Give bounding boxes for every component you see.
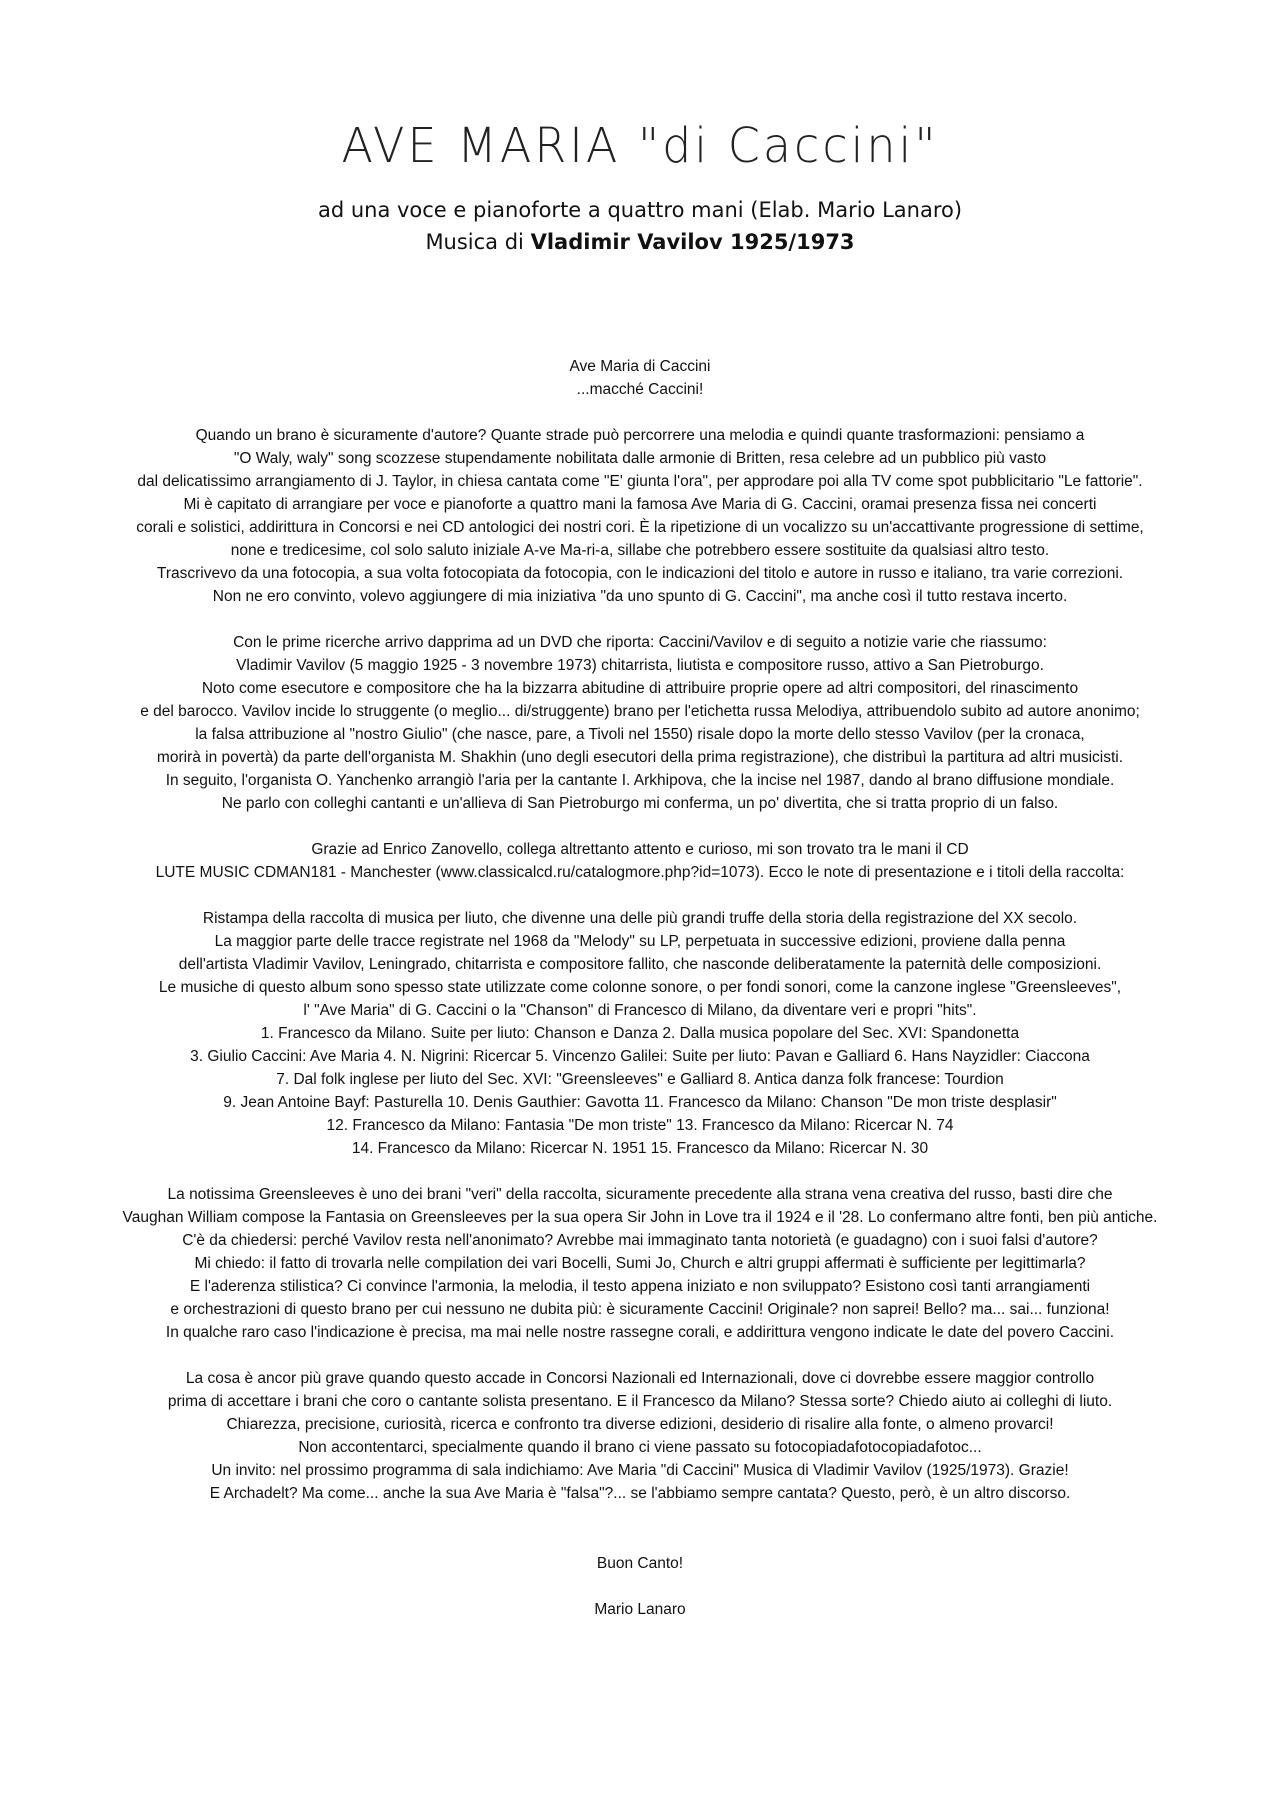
- text-line: Vaughan William compose la Fantasia on Greensleeves per la sua opera Sir John in Love tra il 1924 e il '28. Lo confermano altre fonti, ben più antiche.: [122, 1209, 1158, 1226]
- text-line: Mi è capitato di arrangiare per voce e pianoforte a quattro mani la famosa Ave Maria di G. Caccini, oramai presenza fissa nei concerti: [183, 496, 1097, 513]
- signature: Mario Lanaro: [594, 1601, 686, 1618]
- text-line: C'è da chiedersi: perché Vavilov resta nell'anonimato? Avrebbe mai immaginato tanta notorietà (e guadagno) con i suoi falsi d'autore?: [182, 1232, 1098, 1249]
- text-line: E l'aderenza stilistica? Ci convince l'armonia, la melodia, il testo appena iniziato e non sviluppato? Esistono così tanti arrangiamenti: [189, 1278, 1091, 1295]
- text-line: none e tredicesime, col solo saluto iniziale A-ve Ma-ri-a, sillabe che potrebbero essere sostituite da qualsiasi altro testo.: [230, 542, 1050, 559]
- text-line: prima di accettare i brani che coro o cantante solista presentano. E il Francesco da Milano? Stessa sorte? Chiedo aiuto ai colleghi di liuto.: [167, 1393, 1113, 1410]
- text-line: Noto come esecutore e compositore che ha la bizzarra abitudine di attribuire proprie opere ad altri compositori, del rinascimento: [201, 680, 1079, 697]
- text-line: e del barocco. Vavilov incide lo struggente (o meglio... di/struggente) brano per l'etichetta russa Melodiya, attribuendolo subito ad autore anonimo;: [140, 703, 1140, 720]
- text-line: Ristampa della raccolta di musica per liuto, che divenne una delle più grandi truffe della storia della registrazione del XX secolo.: [202, 910, 1078, 927]
- page-subtitle: ad una voce e pianoforte a quattro mani (Elab. Mario Lanaro): [317, 198, 963, 222]
- text-line: E Archadelt? Ma come... anche la sua Ave Maria è "falsa"?... se l'abbiamo sempre cantata? Questo, però, è un altro discorso.: [209, 1485, 1071, 1502]
- text-line: corali e solistici, addirittura in Concorsi e nei CD antologici dei nostri cori. È la ripetizione di un vocalizzo su un'accattivante progressione di settime,: [136, 519, 1144, 536]
- text-line: la falsa attribuzione al "nostro Giulio" (che nasce, pare, a Tivoli nel 1550) risale dopo la morte dello stesso Vavilov (per la cronaca,: [195, 726, 1085, 743]
- text-line: Grazie ad Enrico Zanovello, collega altrettanto attento e curioso, mi son trovato tra le mani il CD: [311, 841, 969, 858]
- text-line: e orchestrazioni di questo brano per cui nessuno ne dubita più: è sicuramente Caccini! Originale? non saprei! Bello? ma... sai... funziona!: [170, 1301, 1110, 1318]
- credit-prefix: Musica di: [425, 230, 524, 254]
- text-line: Ne parlo con colleghi cantanti e un'allieva di San Pietroburgo mi conferma, un po' divertita, che si tratta proprio di un falso.: [221, 795, 1059, 812]
- text-line: dal delicatissimo arrangiamento di J. Taylor, in chiesa cantata come "E' giunta l'ora", per approdare poi alla TV come spot pubblicitario "Le fattorie".: [137, 473, 1143, 490]
- intro-line: ...macché Caccini!: [576, 381, 704, 398]
- text-line: Non ne ero convinto, volevo aggiungere di mia iniziativa "da uno spunto di G. Caccini", ma anche così il tutto restava incerto.: [212, 588, 1068, 605]
- text-line: "O Waly, waly" song scozzese stupendamente nobilitata dalle armonie di Britten, resa celebre ad un pubblico più vasto: [233, 450, 1047, 467]
- text-line: Con le prime ricerche arrivo dapprima ad un DVD che riporta: Caccini/Vavilov e di seguito a notizie varie che riassumo:: [233, 634, 1047, 651]
- article-body: [90, 355, 1190, 1621]
- track-line: 1. Francesco da Milano. Suite per liuto: Chanson e Danza 2. Dalla musica popolare del Sec. XVI: Spandonetta: [260, 1025, 1020, 1042]
- text-line: La cosa è ancor più grave quando questo accade in Concorsi Nazionali ed Internazionali, dove ci dovrebbe essere maggior controllo: [185, 1370, 1095, 1387]
- track-line: 7. Dal folk inglese per liuto del Sec. XVI: "Greensleeves" e Galliard 8. Antica danza folk francese: Tourdion: [276, 1071, 1004, 1088]
- track-line: 14. Francesco da Milano: Ricercar N. 1951 15. Francesco da Milano: Ricercar N. 30: [351, 1140, 929, 1157]
- text-line: In qualche raro caso l'indicazione è precisa, ma mai nelle nostre rassegne corali, e addirittura vengono indicate le date del povero Caccini.: [165, 1324, 1115, 1341]
- track-line: 12. Francesco da Milano: Fantasia "De mon triste" 13. Francesco da Milano: Ricercar N. 74: [326, 1117, 954, 1134]
- track-line: 3. Giulio Caccini: Ave Maria 4. N. Nigrini: Ricercar 5. Vincenzo Galilei: Suite per liuto: Pavan e Galliard 6. Hans Nayzidler: Ciaccona: [190, 1048, 1090, 1065]
- closing-line: Buon Canto!: [596, 1555, 684, 1572]
- page-title: AVE MARIA "di Caccini": [341, 116, 939, 174]
- text-line: l' "Ave Maria" di G. Caccini o la "Chanson" di Francesco di Milano, da diventare veri e propri "hits".: [303, 1002, 977, 1019]
- text-line: La maggior parte delle tracce registrate nel 1968 da "Melody" su LP, perpetuata in successive edizioni, proviene dalla penna: [214, 933, 1066, 950]
- text-line: Non accontentarci, specialmente quando il brano ci viene passato su fotocopiadafotocopiadafotoc...: [298, 1439, 982, 1456]
- text-line: morirà in povertà) da parte dell'organista M. Shakhin (uno degli esecutori della prima registrazione), che distribuì la partitura ad altri musicisti.: [156, 749, 1124, 766]
- text-line: Le musiche di questo album sono spesso state utilizzate come colonne sonore, o per fondi sonori, come la canzone inglese "Greensleeves",: [158, 979, 1122, 996]
- text-line: LUTE MUSIC CDMAN181 - Manchester (www.classicalcd.ru/catalogmore.php?id=1073). Ecco le note di presentazione e i titoli della raccolta:: [155, 864, 1125, 881]
- music-credit: [0, 226, 1280, 258]
- text-line: In seguito, l'organista O. Yanchenko arrangiò l'aria per la cantante I. Arkhipova, che la incise nel 1987, dando al brano diffusione mondiale.: [165, 772, 1115, 789]
- track-line: 9. Jean Antoine Bayf: Pasturella 10. Denis Gauthier: Gavotta 11. Francesco da Milano: Chanson "De mon triste desplasir": [223, 1094, 1057, 1111]
- text-line: La notissima Greensleeves è uno dei brani "veri" della raccolta, sicuramente precedente alla strana vena creativa del russo, basti dire che: [167, 1186, 1113, 1203]
- text-line: Un invito: nel prossimo programma di sala indichiamo: Ave Maria "di Caccini" Musica di Vladimir Vavilov (1925/1973). Grazie!: [211, 1462, 1069, 1479]
- text-line: Mi chiedo: il fatto di trovarla nelle compilation dei vari Bocelli, Sumi Jo, Church e altri gruppi affermati è sufficiente per legittimarla?: [194, 1255, 1086, 1272]
- text-line: Trascrivevo da una fotocopia, a sua volta fotocopiata da fotocopia, con le indicazioni del titolo e autore in russo e italiano, tra varie correzioni.: [156, 565, 1124, 582]
- text-line: Vladimir Vavilov (5 maggio 1925 - 3 novembre 1973) chitarrista, liutista e compositore russo, attivo a San Pietroburgo.: [236, 657, 1044, 674]
- composer-name: Vladimir Vavilov 1925/1973: [530, 230, 855, 254]
- text-line: Chiarezza, precisione, curiosità, ricerca e confronto tra diverse edizioni, desiderio di risalire alla fonte, o almeno provarci!: [226, 1416, 1054, 1433]
- text-line: dell'artista Vladimir Vavilov, Leningrado, chitarrista e compositore fallito, che nasconde deliberatamente la paternità delle composizioni.: [178, 956, 1102, 973]
- text-line: Quando un brano è sicuramente d'autore? Quante strade può percorrere una melodia e quindi quante trasformazioni: pensiamo a: [195, 427, 1085, 444]
- intro-line: Ave Maria di Caccini: [569, 358, 711, 375]
